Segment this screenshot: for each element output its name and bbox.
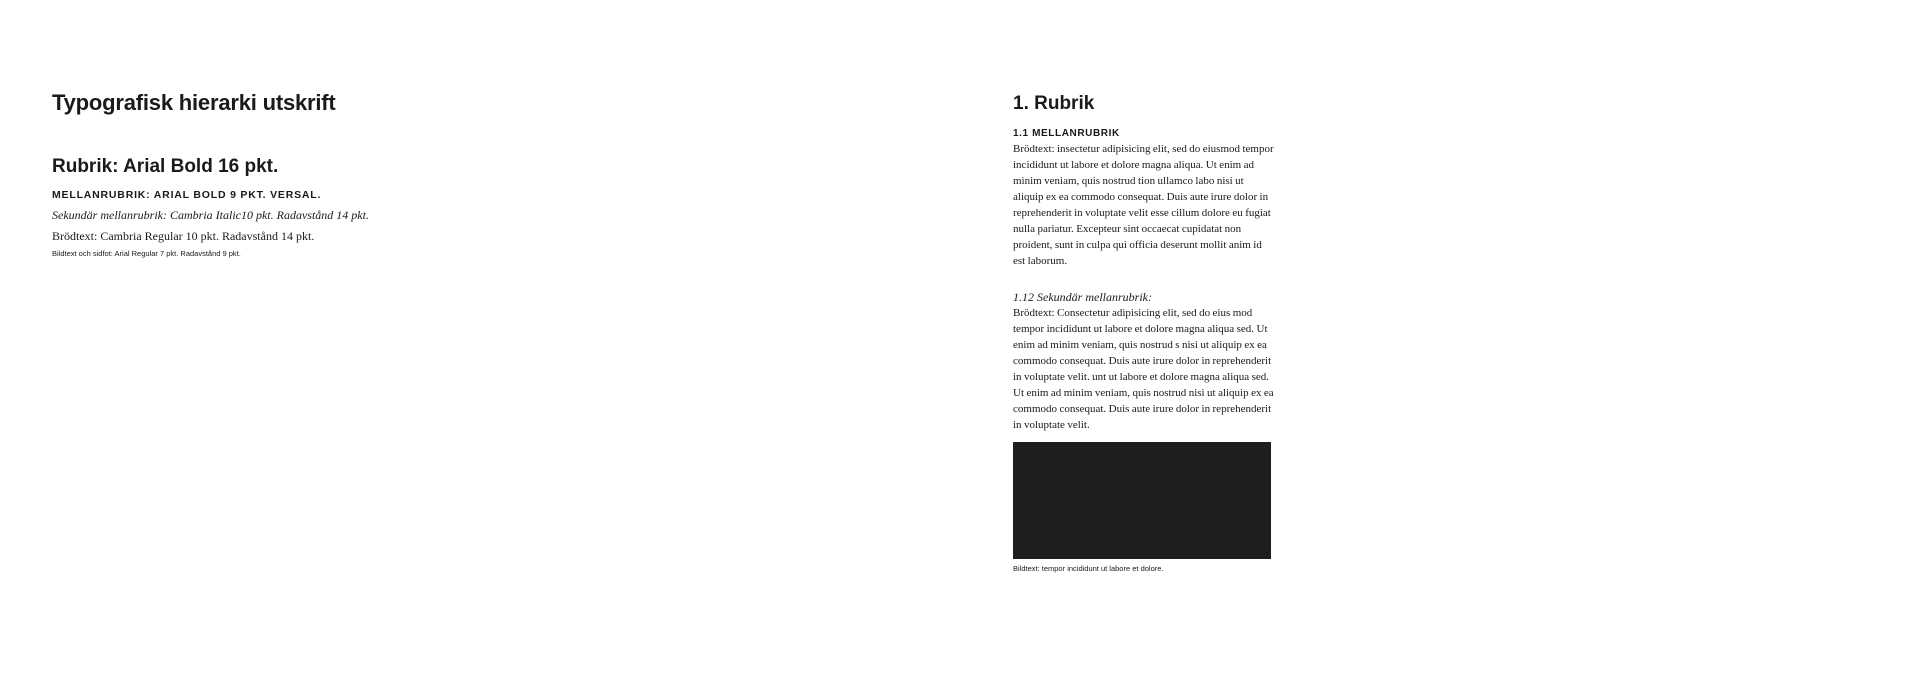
sample-body-text: Brödtext: insectetur adipisicing elit, sed do eiusmod tempor incididunt ut labore et dolore magna aliqua. Ut enim ad minim veniam, quis nostrud tion ullamco labo nisi ut aliquip ex ea commodo consequat. Duis aute irure dolor in reprehenderit in voluptate velit esse cillum dolore eu fugiat nulla pariatur. Excepteur sint occaecat cupidatat non proident, sunt in culpa qui officia deserunt mollit anim id est laborum. — [1013, 143, 1274, 267]
image-placeholder — [1013, 442, 1271, 559]
sample-secondary-subheading: 1.12 Sekundär mellanrubrik: — [1013, 290, 1152, 304]
sample-subheading: 1.1 MELLANRUBRIK — [1013, 128, 1120, 139]
sample-page-panel — [1013, 91, 1275, 574]
heading-style-sample: Rubrik: Arial Bold 16 pkt. — [52, 156, 279, 177]
subheading-style-sample: MELLANRUBRIK: ARIAL BOLD 9 PKT. VERSAL. — [52, 189, 322, 201]
body-text-style-sample: Brödtext: Cambria Regular 10 pkt. Radavstånd 14 pkt. — [52, 229, 315, 243]
image-caption: Bildtext: tempor incididunt ut labore et dolore. — [1013, 564, 1164, 573]
sample-heading: 1. Rubrik — [1013, 93, 1095, 114]
caption-style-sample: Bildtext och sidfot: Arial Regular 7 pkt. Radavstånd 9 pkt. — [52, 249, 241, 258]
typography-spec-panel — [52, 88, 752, 259]
secondary-subheading-style-sample: Sekundär mellanrubrik: Cambria Italic10 pkt. Radavstånd 14 pkt. — [52, 208, 369, 222]
sample-body-text-2: Brödtext: Consectetur adipisicing elit, sed do eius mod tempor incididunt ut labore et dolore magna aliqua sed. Ut enim ad minim veniam, quis nostrud s nisi ut aliquip ex ea commodo consequat. Duis aute irure dolor in reprehenderit in voluptate velit. unt ut labore et dolore magna aliqua sed. Ut enim ad minim veniam, quis nostrud nisi ut aliquip ex ea commodo consequat. Duis aute irure dolor in reprehenderit in voluptate velit. — [1013, 307, 1274, 431]
page-title: Typografisk hierarki utskrift — [52, 90, 336, 115]
